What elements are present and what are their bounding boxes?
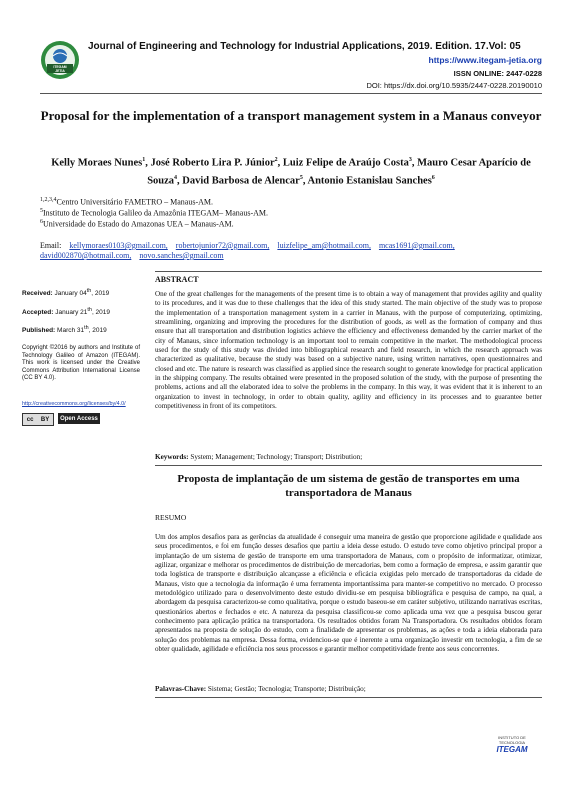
published-date: Published: March 31th, 2019: [22, 325, 107, 335]
palavras-chave: Palavras-Chave: Sistema; Gestão; Tecnologia; Transporte; Distribuição;: [155, 685, 366, 693]
itegam-footer-logo: INSTITUTO DE TECNOLOGIA ITEGAM: [496, 735, 528, 754]
email-link[interactable]: luizfelipe_am@hotmail.com,: [277, 241, 371, 250]
email-link[interactable]: david002870@hotmail.com,: [40, 251, 132, 260]
svg-text:ITEGAM: ITEGAM: [53, 65, 67, 69]
journal-title: Journal of Engineering and Technology for Industrial Applications, 2019. Edition. 17.Vol: 05: [88, 41, 521, 52]
license-link[interactable]: http://creativecommons.org/licenses/by/4.0/: [22, 401, 126, 407]
author-name: José Roberto Lira P. Júnior: [150, 157, 275, 169]
author-name: Luiz Felipe de Araújo Costa: [282, 157, 409, 169]
author-name: Mauro Cesar Aparício de Souza: [147, 157, 531, 186]
accepted-date: Accepted: January 21th, 2019: [22, 307, 111, 317]
palavras-chave-divider: [155, 697, 542, 698]
abstract-heading: ABSTRACT: [155, 275, 199, 284]
svg-text:JETIA: JETIA: [55, 69, 65, 73]
paper-title: Proposal for the implementation of a transport management system in a Manaus conveyor: [40, 108, 542, 123]
affiliation: $^5$Instituto de Tecnologia Galileo da Amazônia ITEGAM– Manaus-AM.: [40, 208, 269, 218]
author-name: Kelly Moraes Nunes: [51, 157, 143, 169]
keywords: Keywords: System; Management; Technology; Transport; Distribution;: [155, 453, 363, 461]
keywords-divider: [155, 465, 542, 466]
resumo-body: Um dos amplos desafios para as gerências da atualidade é conseguir uma maneira de gestão que proporcione agilidade e qualidade aos seus procedimentos, e foi em função desses desafios que partiu a ideia desse estudo. O estudo teve como objetivo principal propor a implantação de um sistema de gestão de transporte em uma transportadora de Manaus, com o propósito de informatizar, otimizar, agilizar, organizar e melhorar os procedimentos de distribuição de mercadorias, bem como a formação de empresa, e assim garantir que toda logística de transporte e distribuição alcançasse a eficiência e eficácia exigidas pelo mercado de transportadoras da cidade de Manaus, visto que a tecnologia da informação é uma ferramenta importantíssima para manter-se competitivo no mercado. O processo metodológico utilizado para o desenvolvimento deste estudo dividiu-se em pesquisa bibliográfica e pesquisa de campo, na qual, a abordagem da pesquisa caracterizou-se como qualitativa, porque o estudo baseou-se em caráter subjetivo, utilizando narrativas escritas, questionários abertos e fechados e etc. A natureza da pesquisa classificou-se como aplicada uma vez que a pesquisa buscou gerar conhecimento para aplicação prática na transportadora. Os resultados obtidos foram Na Transportadora. Os resultados obtidos foram apresentados na proposta de solução do estudo, com a finalidade de apresentar os problemas, as ações e toda a ideia elaborada para solução dos problemas na empresa. Dessa forma, evidenciou-se que é inerente a uma organização investir em tecnologia, a fim de se obter qualidade, agilidade e eficiência nos seus processos e garantir melhor competitividade frente aos seus concorrentes.: [155, 533, 542, 654]
doi-link[interactable]: DOI: https://dx.doi.org/10.5935/2447-0228.20190010: [366, 81, 542, 90]
abstract-divider: [155, 271, 542, 272]
email-link[interactable]: robertojunior72@gmail.com,: [175, 241, 270, 250]
email-link[interactable]: mcas1691@gmail.com,: [378, 241, 455, 250]
author-list: Kelly Moraes Nunes$^1$, José Roberto Lira P. Júnior$^2$, Luiz Felipe de Araújo Costa$^3$, Mauro Cesar Aparício de Souza$^4$, David Barbosa de Alencar$^5$, Antonio Estanislau Sanches$^6$: [51, 157, 531, 186]
resumo-heading: RESUMO: [155, 513, 187, 522]
affiliation: $^{1,2,3,4}$Centro Universitário FAMETRO – Manaus-AM.: [40, 197, 213, 207]
itegam-jetia-logo: [40, 40, 80, 80]
email-list: [40, 241, 542, 261]
email-label: Email:: [40, 241, 62, 250]
affiliation: $^6$Universidade do Estado do Amazonas UEA – Manaus-AM.: [40, 219, 234, 229]
author-name: David Barbosa de Alencar: [182, 175, 300, 186]
abstract-body: One of the great challenges for the managements of the present time is to obtain a way of management that provides agility and quality to its procedures, and it was due to these challenges that the idea of this study started. The main objective of the study was to propose the implementation of a transportation management system in a carrier in Manaus, with the purpose of computerizing, optimizing, streamlining, organizing and improving the procedures for the distribution of goods, as well as the formation of company and thus ensure that all transportation and distribution logistics achieve the efficiency and effectiveness demanded by the carrier market of the city of Manaus, since information technology is an important tool to remain competitive in the market. The methodological process used for the study of this study was divided into bibliographical research and field research, in which the research approach was characterized as qualitative, because the study was based on a subjective nature, using written narratives, open questionnaires and closed and etc. The nature is research was classified as applied since the research sought to generate knowledge for practical application in the shipping company. The results obtained were presented in the proposed solution of the study, with the purpose of presenting the problems, actions and all the elaborated idea to solve the problems in the company. In this way, it was evident that it is inherent to an organization to invest in technology, in order to obtain quality, agility and efficiency in its processes and to guarantee better competitiveness in front of its competitors.: [155, 290, 542, 411]
journal-url-link[interactable]: https://www.itegam-jetia.org: [428, 55, 542, 65]
email-link[interactable]: kellymoraes0103@gmail.com,: [69, 241, 168, 250]
author-name: Antonio Estanislau Sanches: [307, 175, 432, 186]
license-text: Copyright ©2016 by authors and Institute of Technology Galileo of Amazon (ITEGAM). This work is licensed under the Creative Commons Attribution International License (CC BY 4.0).: [22, 345, 140, 382]
issn-label: ISSN ONLINE: 2447-0228: [453, 69, 542, 78]
cc-by-badge[interactable]: cc BY: [22, 413, 54, 426]
open-access-badge: Open Access: [58, 413, 100, 424]
portuguese-title: Proposta de implantação de um sistema de gestão de transportes em uma transportadora de Manaus: [177, 473, 520, 499]
email-link[interactable]: novo.sanches@gmail.com: [139, 251, 224, 260]
header-divider: [40, 93, 542, 94]
received-date: Received: January 04th, 2019: [22, 288, 110, 298]
